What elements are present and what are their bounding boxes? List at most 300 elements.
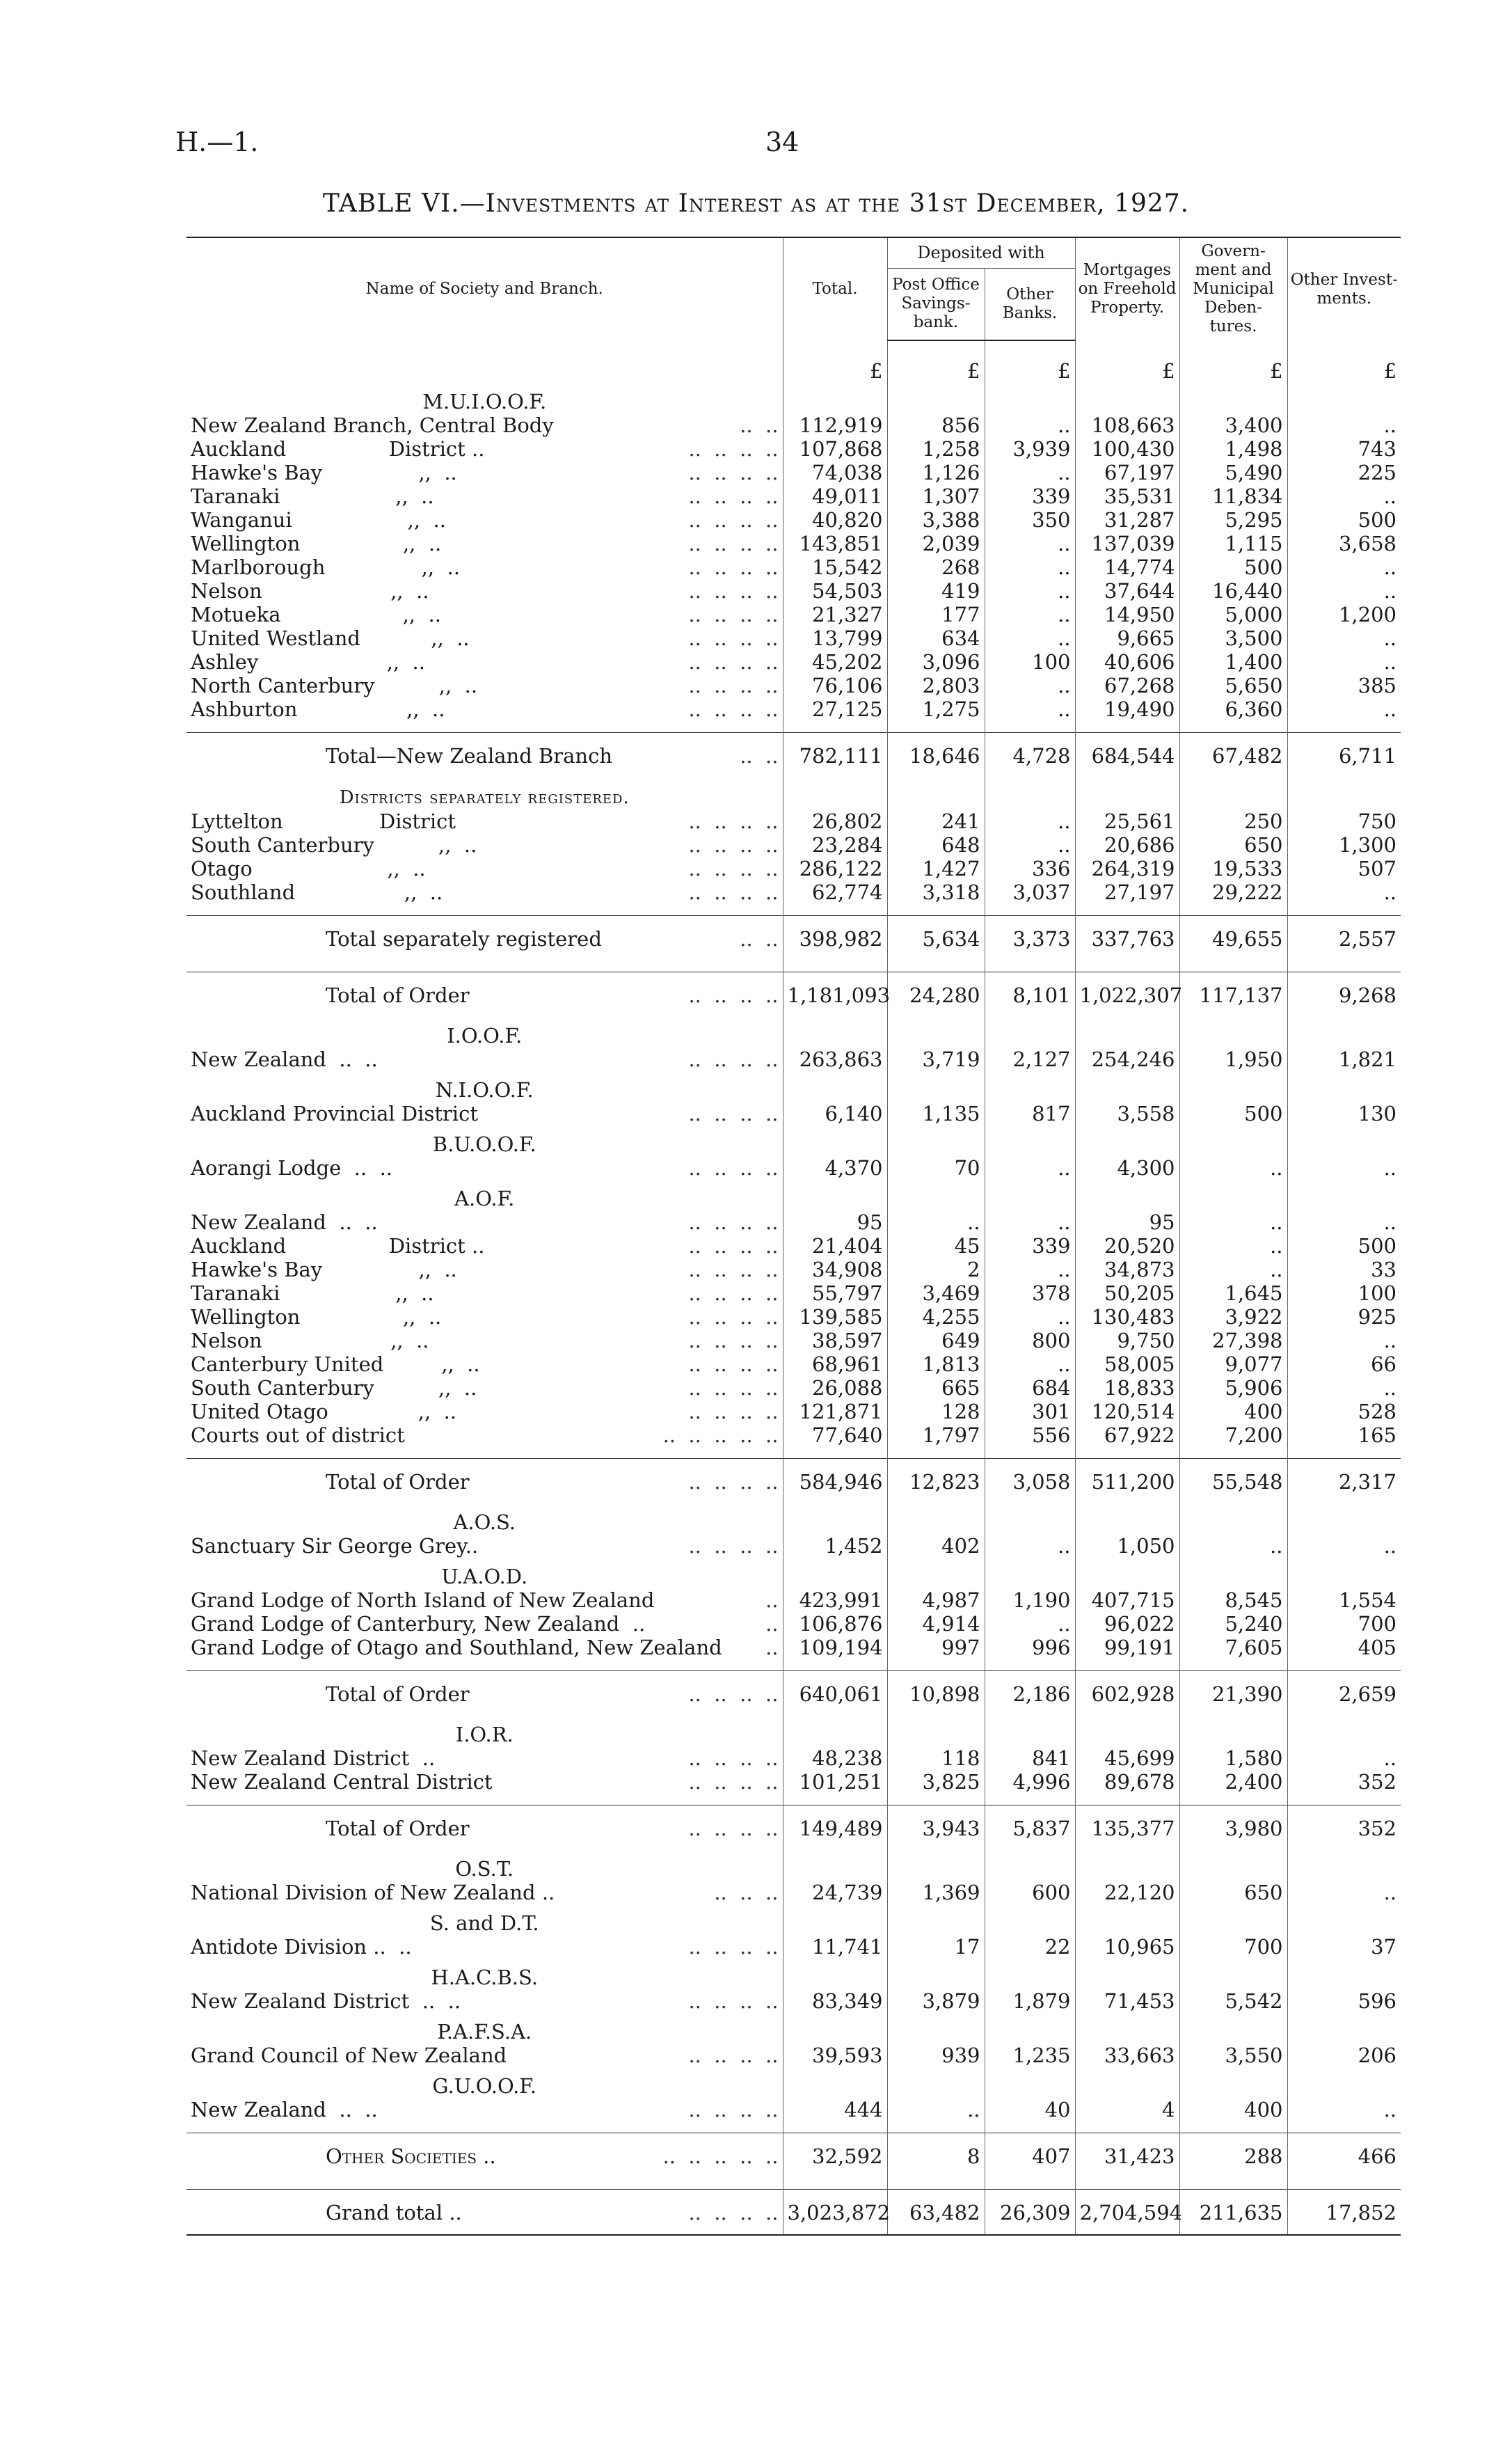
cell-government: 6,360 <box>1179 697 1287 721</box>
table-body <box>186 340 1401 2235</box>
cell-mortgages: 120,514 <box>1075 1400 1179 1423</box>
cell-other-investments: 500 <box>1287 1234 1401 1258</box>
cell-government: 5,000 <box>1179 603 1287 626</box>
cell-total: 21,404 <box>783 1234 887 1258</box>
table-row <box>186 1423 1401 1447</box>
cell-government: 211,635 <box>1179 2190 1287 2236</box>
cell-post-office: 3,469 <box>887 1281 985 1305</box>
row-label: New Zealand .. .. <box>191 1210 378 1234</box>
society-heading-row <box>186 1959 1401 1989</box>
leader-dots: .. .. .. .. <box>688 1770 779 1794</box>
section-subheading: Districts separately registered. <box>339 787 630 808</box>
cell-mortgages: 67,197 <box>1075 461 1179 484</box>
cell-government: 250 <box>1179 809 1287 833</box>
society-heading-row <box>186 1850 1401 1881</box>
row-label: Hawke's Bay ,, .. <box>191 1258 457 1281</box>
cell-mortgages: 89,678 <box>1075 1770 1179 1794</box>
cell-total: 32,592 <box>783 2133 887 2179</box>
row-label: Total of Order <box>326 983 470 1007</box>
table-row <box>186 1612 1401 1636</box>
cell-government: 5,240 <box>1179 1612 1287 1636</box>
row-label: Wellington ,, .. <box>191 532 442 555</box>
cell-total: 444 <box>783 2098 887 2121</box>
cell-other-investments: 1,200 <box>1287 603 1401 626</box>
cell-mortgages: 25,561 <box>1075 809 1179 833</box>
cell-post-office: 997 <box>887 1636 985 1659</box>
cell-mortgages: 4,300 <box>1075 1156 1179 1180</box>
cell-post-office: 3,825 <box>887 1770 985 1794</box>
cell-other-investments: .. <box>1287 2098 1401 2121</box>
cell-post-office: 939 <box>887 2044 985 2067</box>
cell-other-banks: .. <box>985 809 1075 833</box>
cell-other-investments: 743 <box>1287 437 1401 461</box>
leader-dots: .. .. .. .. <box>688 674 779 697</box>
cell-mortgages: 71,453 <box>1075 1989 1179 2013</box>
society-heading-row <box>186 1904 1401 1935</box>
row-label: Grand Lodge of Canterbury, New Zealand .. <box>191 1612 646 1636</box>
cell-other-banks: 40 <box>985 2098 1075 2121</box>
cell-government: .. <box>1179 1258 1287 1281</box>
cell-other-investments: 528 <box>1287 1400 1401 1423</box>
cell-government: 1,115 <box>1179 532 1287 555</box>
leader-dots: .. .. .. .. <box>688 857 779 880</box>
cell-other-banks: 996 <box>985 1636 1075 1659</box>
cell-mortgages: 31,287 <box>1075 508 1179 532</box>
cell-government: 1,498 <box>1179 437 1287 461</box>
column-header-name: Name of Society and Branch. <box>186 237 783 340</box>
table-row <box>186 1258 1401 1281</box>
total-row <box>186 733 1401 778</box>
cell-total: 106,876 <box>783 1612 887 1636</box>
cell-government: 19,533 <box>1179 857 1287 880</box>
table-title-text: Investments at Interest as at the 31st December, 1927. <box>485 189 1190 218</box>
row-label: Otago ,, .. <box>191 857 426 880</box>
cell-government: 5,542 <box>1179 1989 1287 2013</box>
society-heading: N.I.O.O.F. <box>435 1078 534 1102</box>
table-row <box>186 857 1401 880</box>
cell-total: 121,871 <box>783 1400 887 1423</box>
cell-post-office: 63,482 <box>887 2190 985 2236</box>
cell-post-office: 3,943 <box>887 1805 985 1851</box>
cell-mortgages: 1,022,307 <box>1075 972 1179 1018</box>
cell-other-banks: 5,837 <box>985 1805 1075 1851</box>
cell-mortgages: 100,430 <box>1075 437 1179 461</box>
cell-post-office: 2 <box>887 1258 985 1281</box>
row-label: National Division of New Zealand .. <box>191 1881 555 1904</box>
cell-government: 5,295 <box>1179 508 1287 532</box>
table-row <box>186 626 1401 650</box>
cell-total: 423,991 <box>783 1588 887 1612</box>
cell-mortgages: 50,205 <box>1075 1281 1179 1305</box>
cell-mortgages: 22,120 <box>1075 1881 1179 1904</box>
cell-other-banks: .. <box>985 833 1075 857</box>
leader-dots: .. .. .. .. <box>688 1400 779 1423</box>
cell-other-investments: 925 <box>1287 1305 1401 1329</box>
row-label: Total of Order <box>326 1470 470 1494</box>
column-header-post-office: Post Office Savings-bank. <box>887 268 985 340</box>
cell-government: 16,440 <box>1179 579 1287 603</box>
cell-post-office: 2,803 <box>887 674 985 697</box>
cell-post-office: 634 <box>887 626 985 650</box>
table-row <box>186 2098 1401 2121</box>
cell-other-banks: 407 <box>985 2133 1075 2179</box>
cell-total: 26,088 <box>783 1376 887 1400</box>
cell-other-banks: 1,879 <box>985 1989 1075 2013</box>
leader-dots: .. .. .. .. <box>688 2044 779 2067</box>
cell-other-banks: 4,996 <box>985 1770 1075 1794</box>
table-row <box>186 413 1401 437</box>
cell-post-office: 1,275 <box>887 697 985 721</box>
cell-total: 77,640 <box>783 1423 887 1447</box>
row-label: New Zealand .. .. <box>191 1048 378 1071</box>
table-row <box>186 1305 1401 1329</box>
cell-other-banks: .. <box>985 1612 1075 1636</box>
cell-other-banks: 841 <box>985 1746 1075 1770</box>
leader-dots: .. .. .. .. <box>688 1281 779 1305</box>
cell-mortgages: 137,039 <box>1075 532 1179 555</box>
leader-dots: .. .. .. .. <box>688 1258 779 1281</box>
society-heading-row <box>186 2013 1401 2044</box>
cell-mortgages: 684,544 <box>1075 733 1179 778</box>
row-label: United Otago ,, .. <box>191 1400 457 1423</box>
cell-mortgages: 2,704,594 <box>1075 2190 1179 2236</box>
cell-government: 9,077 <box>1179 1352 1287 1376</box>
page-number: 34 <box>765 127 799 157</box>
leader-dots: .. .. <box>740 744 779 768</box>
table-row <box>186 674 1401 697</box>
cell-government: 288 <box>1179 2133 1287 2179</box>
cell-post-office: .. <box>887 2098 985 2121</box>
row-label: Total of Order <box>326 1682 470 1706</box>
total-row <box>186 916 1401 961</box>
cell-mortgages: 19,490 <box>1075 697 1179 721</box>
cell-other-investments: 130 <box>1287 1102 1401 1125</box>
cell-other-banks: 800 <box>985 1329 1075 1352</box>
cell-other-banks: .. <box>985 1210 1075 1234</box>
row-label: Ashburton ,, .. <box>191 697 445 721</box>
table-row <box>186 1234 1401 1258</box>
cell-post-office: 118 <box>887 1746 985 1770</box>
cell-total: 74,038 <box>783 461 887 484</box>
leader-dots: .. .. .. .. <box>688 1989 779 2013</box>
leader-dots: .. .. .. .. <box>688 484 779 508</box>
cell-other-banks: .. <box>985 1352 1075 1376</box>
cell-post-office: 177 <box>887 603 985 626</box>
leader-dots: .. .. .. .. <box>688 809 779 833</box>
leader-dots: .. .. .. .. <box>688 1156 779 1180</box>
leader-dots: .. .. .. .. <box>688 579 779 603</box>
cell-mortgages: 31,423 <box>1075 2133 1179 2179</box>
cell-other-banks: 301 <box>985 1400 1075 1423</box>
cell-mortgages: 67,922 <box>1075 1423 1179 1447</box>
leader-dots: .. .. .. .. <box>688 1102 779 1125</box>
cell-mortgages: 34,873 <box>1075 1258 1179 1281</box>
leader-dots: .. .. <box>740 927 779 951</box>
cell-mortgages: 264,319 <box>1075 857 1179 880</box>
leader-dots: .. .. .. .. <box>688 1746 779 1770</box>
cell-other-investments: 750 <box>1287 809 1401 833</box>
cell-other-banks: 339 <box>985 484 1075 508</box>
cell-other-investments: 2,557 <box>1287 916 1401 961</box>
leader-dots: .. .. .. .. <box>688 1305 779 1329</box>
cell-total: 398,982 <box>783 916 887 961</box>
leader-dots: .. .. .. .. <box>688 880 779 904</box>
table-row <box>186 1102 1401 1125</box>
cell-post-office: 648 <box>887 833 985 857</box>
column-header-other-banks: Other Banks. <box>985 268 1075 340</box>
row-label: Total of Order <box>326 1817 470 1840</box>
cell-other-investments: .. <box>1287 1156 1401 1180</box>
cell-total: 23,284 <box>783 833 887 857</box>
cell-post-office: 3,879 <box>887 1989 985 2013</box>
leader-dots: .. .. .. .. <box>688 1210 779 1234</box>
total-row <box>186 972 1401 1018</box>
cell-total: 109,194 <box>783 1636 887 1659</box>
cell-mortgages: 135,377 <box>1075 1805 1179 1851</box>
cell-government: 5,490 <box>1179 461 1287 484</box>
table-row <box>186 579 1401 603</box>
row-label: Taranaki ,, .. <box>191 484 434 508</box>
cell-government: 1,580 <box>1179 1746 1287 1770</box>
leader-dots: .. .. .. .. <box>688 1470 779 1494</box>
leader-dots: .. <box>765 1588 779 1612</box>
cell-government: 5,906 <box>1179 1376 1287 1400</box>
cell-mortgages: 4 <box>1075 2098 1179 2121</box>
cell-mortgages: 95 <box>1075 1210 1179 1234</box>
cell-mortgages: 511,200 <box>1075 1459 1179 1504</box>
table-title-prefix: TABLE VI.— <box>322 189 486 218</box>
cell-government: .. <box>1179 1234 1287 1258</box>
row-label: Motueka ,, .. <box>191 603 441 626</box>
cell-post-office: 8 <box>887 2133 985 2179</box>
cell-other-banks: 8,101 <box>985 972 1075 1018</box>
cell-total: 26,802 <box>783 809 887 833</box>
row-label: Auckland District .. <box>191 1234 485 1258</box>
cell-government: 8,545 <box>1179 1588 1287 1612</box>
society-heading-row <box>186 1125 1401 1156</box>
leader-dots: .. .. .. .. <box>688 650 779 674</box>
cell-total: 68,961 <box>783 1352 887 1376</box>
cell-post-office: 1,126 <box>887 461 985 484</box>
cell-other-investments: 596 <box>1287 1989 1401 2013</box>
cell-post-office: 5,634 <box>887 916 985 961</box>
society-heading: O.S.T. <box>455 1857 514 1881</box>
society-heading: P.A.F.S.A. <box>437 2020 532 2044</box>
society-heading-row <box>186 1558 1401 1588</box>
row-label: Courts out of district <box>191 1423 405 1447</box>
cell-other-banks: 100 <box>985 650 1075 674</box>
society-heading: S. and D.T. <box>429 1911 539 1935</box>
cell-other-banks: 600 <box>985 1881 1075 1904</box>
cell-total: 139,585 <box>783 1305 887 1329</box>
table-row <box>186 603 1401 626</box>
leader-dots: .. <box>765 1612 779 1636</box>
cell-other-investments: 2,317 <box>1287 1459 1401 1504</box>
society-heading-row <box>186 1071 1401 1102</box>
leader-dots: .. .. .. .. <box>688 1048 779 1071</box>
table-row <box>186 1770 1401 1794</box>
cell-post-office: 3,318 <box>887 880 985 904</box>
row-label: Nelson ,, .. <box>191 1329 429 1352</box>
cell-other-investments: .. <box>1287 1210 1401 1234</box>
cell-post-office: 1,135 <box>887 1102 985 1125</box>
cell-total: 1,452 <box>783 1534 887 1558</box>
leader-dots: .. .. .. .. <box>688 532 779 555</box>
leader-dots: .. .. .. .. <box>688 626 779 650</box>
cell-other-investments: .. <box>1287 697 1401 721</box>
cell-other-banks: .. <box>985 603 1075 626</box>
cell-mortgages: 67,268 <box>1075 674 1179 697</box>
society-heading: G.U.O.O.F. <box>432 2074 537 2098</box>
leader-dots: .. .. .. .. <box>688 833 779 857</box>
cell-government: 3,500 <box>1179 626 1287 650</box>
society-heading-row <box>186 1180 1401 1210</box>
society-heading: I.O.O.F. <box>447 1024 523 1048</box>
cell-post-office: 10,898 <box>887 1671 985 1716</box>
cell-government: 1,950 <box>1179 1048 1287 1071</box>
cell-other-banks: .. <box>985 579 1075 603</box>
leader-dots: .. .. .. <box>714 1881 779 1904</box>
cell-mortgages: 18,833 <box>1075 1376 1179 1400</box>
leader-dots: .. .. .. .. <box>688 1935 779 1959</box>
cell-post-office: 3,388 <box>887 508 985 532</box>
table-row <box>186 880 1401 904</box>
cell-total: 6,140 <box>783 1102 887 1125</box>
table-row <box>186 1376 1401 1400</box>
cell-government: 650 <box>1179 833 1287 857</box>
table-row <box>186 697 1401 721</box>
table-title <box>0 189 1512 218</box>
cell-mortgages: 14,950 <box>1075 603 1179 626</box>
cell-other-investments: .. <box>1287 579 1401 603</box>
cell-other-banks: .. <box>985 413 1075 437</box>
cell-government: 700 <box>1179 1935 1287 1959</box>
row-label: New Zealand District .. .. <box>191 1989 461 2013</box>
leader-dots: .. .. <box>740 413 779 437</box>
table-row <box>186 1746 1401 1770</box>
cell-mortgages: 27,197 <box>1075 880 1179 904</box>
row-label: Auckland District .. <box>191 437 485 461</box>
cell-total: 54,503 <box>783 579 887 603</box>
column-header-total: Total. <box>783 237 887 340</box>
cell-post-office: 3,719 <box>887 1048 985 1071</box>
cell-other-banks: 3,373 <box>985 916 1075 961</box>
page-identifier: H.—1. <box>175 127 259 157</box>
cell-mortgages: 45,699 <box>1075 1746 1179 1770</box>
cell-post-office: 241 <box>887 809 985 833</box>
cell-mortgages: 14,774 <box>1075 555 1179 579</box>
society-heading: A.O.F. <box>454 1187 515 1210</box>
cell-other-banks: 684 <box>985 1376 1075 1400</box>
cell-total: 1,181,093 <box>783 972 887 1018</box>
cell-other-investments: 352 <box>1287 1805 1401 1851</box>
unit-government: £ <box>1179 340 1287 383</box>
table-row <box>186 809 1401 833</box>
row-label: Grand Lodge of North Island of New Zealand <box>191 1588 655 1612</box>
cell-total: 640,061 <box>783 1671 887 1716</box>
cell-other-investments: .. <box>1287 1881 1401 1904</box>
cell-other-banks: .. <box>985 1156 1075 1180</box>
table-row <box>186 1636 1401 1659</box>
unit-mortgages: £ <box>1075 340 1179 383</box>
cell-other-investments: 700 <box>1287 1612 1401 1636</box>
cell-other-investments: 66 <box>1287 1352 1401 1376</box>
cell-post-office: 4,987 <box>887 1588 985 1612</box>
cell-other-banks: 336 <box>985 857 1075 880</box>
cell-post-office: 402 <box>887 1534 985 1558</box>
cell-post-office: 4,914 <box>887 1612 985 1636</box>
cell-mortgages: 130,483 <box>1075 1305 1179 1329</box>
cell-total: 101,251 <box>783 1770 887 1794</box>
cell-total: 34,908 <box>783 1258 887 1281</box>
cell-mortgages: 254,246 <box>1075 1048 1179 1071</box>
row-label: Nelson ,, .. <box>191 579 429 603</box>
cell-post-office: 128 <box>887 1400 985 1423</box>
cell-other-banks: 1,235 <box>985 2044 1075 2067</box>
cell-other-investments: .. <box>1287 555 1401 579</box>
cell-other-investments: .. <box>1287 626 1401 650</box>
cell-other-banks: 350 <box>985 508 1075 532</box>
society-heading: B.U.O.O.F. <box>432 1132 536 1156</box>
cell-other-investments: 1,300 <box>1287 833 1401 857</box>
table-row <box>186 1588 1401 1612</box>
cell-other-banks: 556 <box>985 1423 1075 1447</box>
society-heading: H.A.C.B.S. <box>431 1966 539 1989</box>
society-heading-row <box>186 383 1401 413</box>
cell-total: 27,125 <box>783 697 887 721</box>
row-label: Grand Council of New Zealand <box>191 2044 507 2067</box>
cell-government: 3,400 <box>1179 413 1287 437</box>
cell-post-office: 649 <box>887 1329 985 1352</box>
leader-dots: .. .. .. .. <box>688 1682 779 1706</box>
cell-total: 112,919 <box>783 413 887 437</box>
leader-dots: .. .. .. .. .. <box>662 2144 779 2168</box>
cell-total: 107,868 <box>783 437 887 461</box>
row-label: Southland ,, .. <box>191 880 443 904</box>
cell-total: 24,739 <box>783 1881 887 1904</box>
cell-mortgages: 35,531 <box>1075 484 1179 508</box>
cell-mortgages: 9,750 <box>1075 1329 1179 1352</box>
cell-mortgages: 10,965 <box>1075 1935 1179 1959</box>
table-row <box>186 1935 1401 1959</box>
cell-post-office: 1,307 <box>887 484 985 508</box>
cell-total: 21,327 <box>783 603 887 626</box>
cell-total: 45,202 <box>783 650 887 674</box>
total-row <box>186 1805 1401 1851</box>
cell-total: 4,370 <box>783 1156 887 1180</box>
row-label: United Westland ,, .. <box>191 626 470 650</box>
cell-mortgages: 9,665 <box>1075 626 1179 650</box>
total-row <box>186 1671 1401 1716</box>
society-heading: M.U.I.O.O.F. <box>422 390 547 413</box>
unit-other-banks: £ <box>985 340 1075 383</box>
cell-government: .. <box>1179 1210 1287 1234</box>
table-row <box>186 461 1401 484</box>
table-row <box>186 1881 1401 1904</box>
cell-mortgages: 20,686 <box>1075 833 1179 857</box>
cell-mortgages: 1,050 <box>1075 1534 1179 1558</box>
cell-total: 149,489 <box>783 1805 887 1851</box>
society-heading-row <box>186 1503 1401 1534</box>
cell-other-banks: 3,939 <box>985 437 1075 461</box>
cell-other-banks: .. <box>985 1305 1075 1329</box>
cell-total: 40,820 <box>783 508 887 532</box>
cell-government: 400 <box>1179 1400 1287 1423</box>
table-row <box>186 1534 1401 1558</box>
cell-other-banks: .. <box>985 626 1075 650</box>
cell-post-office: 1,797 <box>887 1423 985 1447</box>
row-label: South Canterbury ,, .. <box>191 1376 477 1400</box>
